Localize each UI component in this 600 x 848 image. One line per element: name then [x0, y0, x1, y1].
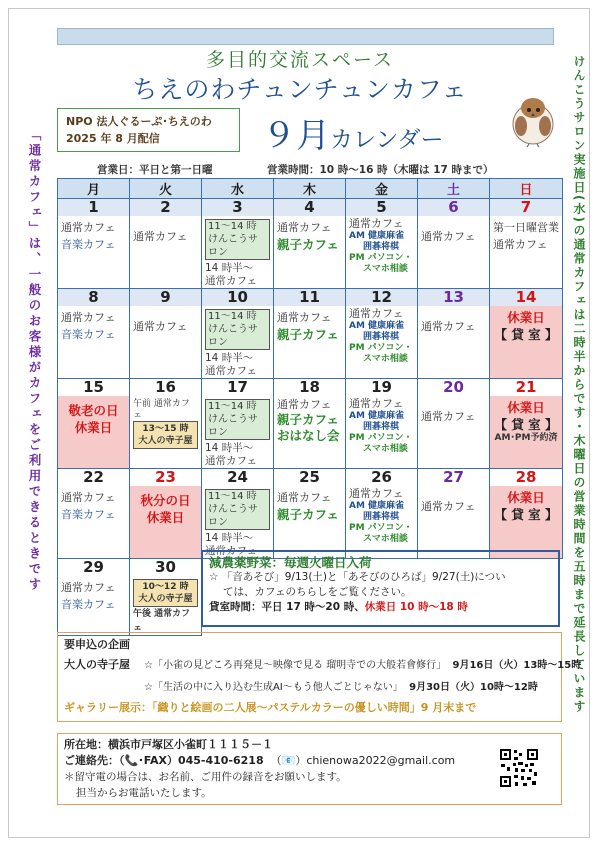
- day-number: 6: [418, 199, 489, 216]
- day-number: 18: [274, 379, 345, 396]
- day-event: 午前 通常カフェ: [133, 399, 190, 420]
- pm-event: PM パソコン・: [349, 433, 413, 443]
- vegetable-notice: 減農薬野菜：毎週火曜日入荷: [209, 555, 372, 570]
- am-event: 囲碁将棋: [363, 512, 400, 522]
- day-cell: [418, 289, 490, 379]
- terakoya-time: 13～15 時: [142, 424, 189, 434]
- weekday-fri: 金: [346, 179, 418, 199]
- callback-note: 担当からお電話いたします。: [76, 787, 212, 799]
- day-event: 通常カフェ: [349, 217, 404, 230]
- day-cell: [58, 199, 130, 289]
- salon-label: けんこうサロン: [208, 504, 258, 528]
- day-event: 通常カフェ: [277, 311, 332, 324]
- day-number: 9: [130, 289, 201, 306]
- day-event: 14 時半～: [205, 442, 254, 454]
- day-cell: [58, 289, 130, 379]
- day-event: 通常カフェ: [421, 320, 476, 333]
- month-heading: [262, 108, 444, 157]
- day-event: 通常カフェ: [61, 221, 116, 234]
- day-event: 通常カフェ: [277, 491, 332, 504]
- planning-date: 9月16日（火）13時～15時: [452, 660, 582, 671]
- salon-time: 11～14 時: [208, 221, 257, 232]
- am-event: 囲碁将棋: [363, 422, 400, 432]
- day-event: 通常カフェ: [277, 398, 332, 411]
- day-number: 24: [202, 469, 273, 486]
- day-number: 3: [202, 199, 273, 216]
- qr-code-icon: [499, 748, 539, 788]
- day-cell: [490, 469, 563, 559]
- day-number: 28: [490, 469, 562, 486]
- day-number: 20: [418, 379, 489, 396]
- day-cell: [130, 469, 202, 559]
- day-number: 12: [346, 289, 417, 306]
- day-number: 26: [346, 469, 417, 486]
- day-cell: [346, 469, 418, 559]
- pm-event: スマホ相談: [363, 444, 408, 454]
- day-cell: [490, 199, 563, 289]
- day-number: 13: [418, 289, 489, 306]
- cafe-title: ちえのわチュンチュンカフェ: [132, 75, 468, 104]
- week-row: [58, 289, 563, 379]
- salon-label: けんこうサロン: [208, 324, 258, 348]
- pm-event: PM パソコン・: [349, 253, 413, 263]
- salon-label: けんこうサロン: [208, 414, 258, 438]
- day-cell: [418, 379, 490, 469]
- address: 所在地：横浜市戸塚区小雀町１１１５－１: [64, 738, 273, 751]
- day-cell: [418, 199, 490, 289]
- day-number: 19: [346, 379, 417, 396]
- day-cell: [202, 469, 274, 559]
- email-address: （📧）chienowa2022@gmail.com: [270, 754, 456, 767]
- day-number: 7: [490, 199, 562, 216]
- holiday-name: 秋分の日: [140, 493, 191, 508]
- day-event: 通常カフェ: [277, 221, 332, 234]
- notice-box: [201, 550, 560, 627]
- weekday-mon: 月: [58, 179, 130, 199]
- rental-hours-holiday: 休業日 10 時～18 時: [364, 601, 468, 613]
- day-cell: [130, 559, 202, 636]
- day-cell: [202, 289, 274, 379]
- day-number: 1: [58, 199, 129, 216]
- day-cell: [274, 199, 346, 289]
- planning-date: 9月30日（火）10時～12時: [409, 682, 538, 693]
- weekday-header: [58, 179, 563, 199]
- pm-event: スマホ相談: [363, 354, 408, 364]
- day-event: 午後 通常カフェ: [133, 609, 191, 633]
- day-event: 通常カフェ: [205, 455, 257, 467]
- day-event: 音楽カフェ: [61, 508, 116, 521]
- day-event: 音楽カフェ: [61, 328, 116, 341]
- weekday-sun: 日: [490, 179, 563, 199]
- salon-box: [205, 219, 270, 260]
- salon-box: [205, 399, 270, 440]
- day-event: 音楽カフェ: [61, 238, 116, 251]
- day-event: 通常カフェ: [61, 491, 116, 504]
- rental-hours: [209, 600, 552, 615]
- day-event: 通常カフェ: [421, 230, 476, 243]
- day-cell: [274, 379, 346, 469]
- day-cell: [58, 559, 130, 636]
- day-event: 親子カフェ: [277, 237, 339, 252]
- day-event: 通常カフェ: [61, 581, 116, 594]
- closed-label: 休業日: [146, 510, 185, 525]
- day-event: 通常カフェ: [349, 307, 404, 320]
- week-row: [58, 469, 563, 559]
- week-row: [58, 379, 563, 469]
- day-cell: [130, 289, 202, 379]
- day-number: 2: [130, 199, 201, 216]
- day-event: おはなし会: [277, 428, 340, 443]
- day-event: 通常カフェ: [493, 238, 548, 251]
- contact-line: [64, 753, 555, 769]
- pm-event: スマホ相談: [363, 264, 408, 274]
- am-event: 囲碁将棋: [363, 242, 400, 252]
- am-event: AM 健康麻雀: [349, 501, 405, 511]
- day-event: 通常カフェ: [205, 365, 257, 377]
- closed-label: 休業日: [507, 310, 545, 325]
- day-number: 25: [274, 469, 345, 486]
- event-notice-line2: ては、カフェのちらしをご覧ください。: [223, 586, 412, 598]
- salon-time: 11～14 時: [208, 491, 257, 502]
- planning-label: 大人の寺子屋: [64, 658, 130, 671]
- day-number: 17: [202, 379, 273, 396]
- salon-time: 11～14 時: [208, 311, 257, 322]
- month-number: ９月: [262, 116, 330, 156]
- day-event: 通常カフェ: [349, 487, 404, 500]
- day-cell: [346, 289, 418, 379]
- day-number: 14: [490, 289, 562, 306]
- day-event: 音楽カフェ: [61, 598, 116, 611]
- org-title: 多目的交流スペース: [205, 49, 395, 71]
- day-number: 8: [58, 289, 129, 306]
- planning-box: [57, 632, 582, 722]
- day-cell: [202, 379, 274, 469]
- planning-item: [64, 678, 555, 693]
- weekday-sat: 土: [418, 179, 490, 199]
- day-cell: [130, 199, 202, 289]
- rental-hours-weekday: 貸室時間：平日 17 時～20 時、: [209, 601, 365, 613]
- closed-label: 休業日: [507, 490, 545, 505]
- calendar-label: カレンダー: [330, 127, 444, 153]
- header-band: [57, 28, 554, 45]
- day-number: 23: [130, 469, 201, 486]
- closed-label: 休業日: [507, 400, 545, 415]
- holiday-name: 敬老の日: [68, 403, 119, 418]
- planning-title: ☆「生活の中に入り込む生成AI～もう他人ごとじゃない」: [144, 682, 403, 693]
- business-days: 営業日：平日と第一日曜: [97, 164, 213, 176]
- day-event: 通常カフェ: [133, 230, 188, 243]
- pm-event: PM パソコン・: [349, 343, 413, 353]
- terakoya-box: [133, 421, 198, 449]
- day-event: 通常カフェ: [421, 410, 476, 423]
- rental-label: 【 貸 室 】: [494, 507, 558, 522]
- event-notice-line1: ☆ 「音あそび」9/13(土)と「あそびのひろば」9/27(土)につい: [209, 571, 506, 583]
- day-event: 通常カフェ: [421, 500, 476, 513]
- pm-event: スマホ相談: [363, 534, 408, 544]
- day-number: 21: [490, 379, 562, 396]
- terakoya-time: 10～12 時: [142, 582, 189, 592]
- business-hours: 営業時間：10 時～16 時（木曜は 17 時まで）: [267, 164, 494, 176]
- business-info: [57, 162, 554, 176]
- gallery-notice: ギャラリー展示：「織りと絵画の二人展～パステルカラーの優しい時間」9 月末まで: [64, 701, 477, 714]
- weekday-tue: 火: [130, 179, 202, 199]
- day-event: 通常カフェ: [133, 320, 188, 333]
- salon-time: 11～14 時: [208, 401, 257, 412]
- day-cell: [346, 199, 418, 289]
- sparrow-icon: [507, 90, 559, 148]
- day-cell: [418, 469, 490, 559]
- npo-date: 2025 年 8 月配信: [66, 132, 160, 145]
- pm-event: PM パソコン・: [349, 523, 413, 533]
- terakoya-label: 大人の寺子屋: [138, 436, 193, 446]
- am-event: AM 健康麻雀: [349, 411, 405, 421]
- npo-name: NPO 法人ぐるーぷ･ちえのわ: [66, 115, 212, 128]
- day-number: 10: [202, 289, 273, 306]
- day-event: 通常カフェ: [349, 397, 404, 410]
- salon-box: [205, 489, 270, 530]
- rental-label: 【 貸 室 】: [494, 327, 558, 342]
- day-event: 14 時半～: [205, 352, 254, 364]
- left-side-note: 「通常カフェ」は、一般のお客様がカフェをご利用できるときです: [27, 128, 42, 593]
- day-number: 5: [346, 199, 417, 216]
- salon-label: けんこうサロン: [208, 234, 258, 258]
- phone-number: ご連絡先：（📞･FAX）045-410-6218: [64, 754, 264, 767]
- terakoya-box: [133, 579, 198, 607]
- planning-item: [64, 656, 582, 672]
- day-cell: [58, 469, 130, 559]
- day-cell: [130, 379, 202, 469]
- day-cell: [490, 289, 563, 379]
- contact-box: [57, 733, 562, 805]
- day-event: 親子カフェ: [277, 327, 339, 342]
- day-event: 通常カフェ: [61, 311, 116, 324]
- day-cell: [202, 199, 274, 289]
- day-number: 22: [58, 469, 129, 486]
- am-event: AM 健康麻雀: [349, 321, 405, 331]
- day-cell: [58, 379, 130, 469]
- am-event: 囲碁将棋: [363, 332, 400, 342]
- day-number: 11: [274, 289, 345, 306]
- day-cell: [490, 379, 563, 469]
- day-number: 29: [58, 559, 129, 576]
- week-row: [58, 199, 563, 289]
- voicemail-note: ＊留守電の場合は、お名前、ご用件の録音をお願いします。: [64, 771, 347, 783]
- planning-title: ☆「小雀の見どころ再発見～映像で見る 瑠明寺での大般若會修行」: [144, 660, 447, 671]
- terakoya-label: 大人の寺子屋: [138, 594, 193, 604]
- day-number: 15: [58, 379, 129, 396]
- rental-label: 【 貸 室 】: [494, 417, 558, 432]
- day-event: 親子カフェ: [277, 507, 339, 522]
- day-number: 16: [130, 379, 201, 396]
- npo-box: [57, 108, 240, 152]
- planning-heading: 要申込の企画: [64, 638, 130, 651]
- day-event: 通常カフェ: [205, 545, 257, 557]
- day-number: 4: [274, 199, 345, 216]
- salon-box: [205, 309, 270, 350]
- weekday-wed: 水: [202, 179, 274, 199]
- reserved-label: AM･PM予約済: [494, 433, 558, 443]
- day-event: 14 時半～: [205, 262, 254, 274]
- right-side-note: けんこうサロン実施日(水)の通常カフェは二時半からです・木曜日の営業時間を五時まで延長しています: [572, 55, 586, 714]
- day-event: 親子カフェ: [277, 412, 339, 427]
- day-event: 第一日曜営業: [493, 221, 559, 234]
- day-number: 27: [418, 469, 489, 486]
- day-cell: [274, 289, 346, 379]
- weekday-thu: 木: [274, 179, 346, 199]
- day-number: 30: [130, 559, 201, 576]
- day-cell: [346, 379, 418, 469]
- day-cell: [274, 469, 346, 559]
- am-event: AM 健康麻雀: [349, 231, 405, 241]
- day-event: 14 時半～: [205, 532, 254, 544]
- day-event: 通常カフェ: [205, 275, 257, 287]
- closed-label: 休業日: [74, 420, 113, 435]
